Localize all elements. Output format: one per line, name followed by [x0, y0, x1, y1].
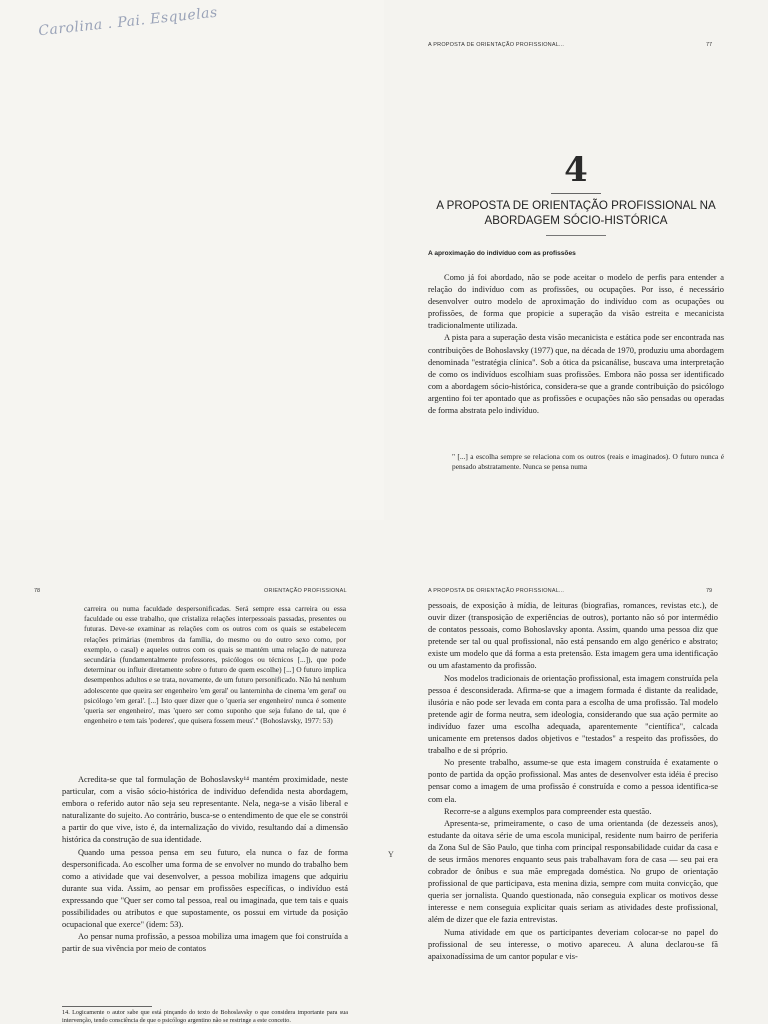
paragraph: Recorre-se a alguns exemplos para compreender esta questão.: [444, 806, 652, 816]
quote-text: carreira ou numa faculdade despersonificadas. Será sempre essa carreira ou essa faculdade ou esse trabalho, que cristaliza relações interpessoais passadas, presentes ou futuras. Deve-se examinar as relações com os outros com os quais se estabelecem relações primárias (membros da família, do mesmo ou do outro sexo como, por exemplo, o casal) e aqueles outros com os quais se mantém uma relação de natureza secundária (fundamentalmente professores, psicólogos ou técnicos [...]), que pode determinar ou influir diretamente sobre o futuro de quem escolhe) [...] O futuro implica desempenhos adultos e se trata, novamente, de um futuro personificado. Não há nenhum adolescente que queira ser engenheiro 'em geral' ou lanterninha de cinema 'em geral' ou psicólogo 'em geral'. [...] Isto quer dizer que o 'queria ser engenheiro' nunca é somente 'queria ser engenheiro', mas 'quero ser como suponho que seja fulano de tal, que é engenheiro e tem tais 'poderes', que quisera fossem meus'." (Bohoslavsky, 1977: 53): [84, 604, 346, 726]
paragraph: Ao pensar numa profissão, a pessoa mobiliza uma imagem que foi construída a partir de sua vivência por meio de contatos: [62, 932, 348, 954]
section-heading: A aproximação do indivíduo com as profissões: [428, 250, 576, 257]
footnote: 14. Logicamente o autor sabe que está pinçando do texto de Bohoslavsky o que considera importante para sua intervenção, tendo consciência de que o psicólogo argentino não se restringe a este conceito.: [62, 1009, 348, 1024]
page-79: [384, 520, 768, 1024]
paragraph: pessoais, de exposição à mídia, de leituras (biografias, romances, revistas etc.), de ouvir dizer (transposição de experiências de outros), portanto não só por intermédio de contatos pessoais, como Bohoslavsky aponta. Assim, quando uma pessoa diz que pretende ser tal ou qual profissional, não está pensando em algo genérico e abstrato; existe um modelo que dá forma a esta pretensão. Esta imagem gera uma identificação ou um afastamento da profissão.: [428, 601, 718, 671]
body-text: [428, 600, 718, 963]
handwritten-note: Carolina . Pai. Esquelas: [37, 4, 219, 40]
chapter-title: A PROPOSTA DE ORIENTAÇÃO PROFISSIONAL NA ABORDAGEM SÓCIO-HISTÓRICA: [436, 199, 716, 227]
page-78: [0, 520, 384, 1024]
paragraph: A pista para a superação desta visão mecanicista e estática pode ser encontrada nas contribuições de Bohoslavsky (1977) que, na década de 1970, produziu uma abordagem denominada "estratégia clínica". Sob a ótica da psicanálise, buscava uma interpretação de como os indivíduos escolhiam suas profissões. Embora não possa ser identificado com a abordagem sócio-histórica, considera-se que a grande contribuição do psicólogo argentino foi ter apontado que as profissões e ocupações não são pensadas ou operadas de forma abstrata pelo indivíduo.: [428, 333, 724, 416]
chapter-number: 4: [564, 150, 588, 190]
body-text: [428, 272, 724, 417]
block-quote: [84, 604, 346, 726]
paragraph: Nos modelos tradicionais de orientação profissional, esta imagem construída pela pessoa é desconsiderada. Afirma-se que a imagem formada é distante da realidade, ilusória e não pode ser levada em conta para a escolha de uma profissão. Tal modelo pretende agir de forma neutra, sem ideologia, considerando que sua ação permite ao indivíduo fazer uma escolha adequada, aparentemente "científica", calcada unicamente em pretensos dados objetivos e "testados" a respeito das profissões, do trabalho e de si próprio.: [428, 673, 718, 756]
paragraph: Como já foi abordado, não se pode aceitar o modelo de perfis para entender a relação do indivíduo com as profissões, ou ocupações. Por isso, é necessário desenvolver outro modelo de aproximação do indivíduo com as ocupações ou profissões, de forma que propicie a superação da visão estreita e mecanicista tradicionalmente utilizada.: [428, 273, 724, 331]
running-head: ORIENTAÇÃO PROFISSIONAL: [264, 588, 347, 594]
block-quote: [452, 452, 724, 472]
footnote-rule: [62, 1006, 152, 1007]
page-number: 79: [706, 588, 713, 594]
page-number: 77: [706, 42, 713, 48]
running-head: A PROPOSTA DE ORIENTAÇÃO PROFISSIONAL...: [428, 42, 565, 48]
page-blank-verso: [0, 0, 384, 520]
page-number: 78: [34, 588, 41, 594]
paragraph: Apresenta-se, primeiramente, o caso de uma orientanda (de dezesseis anos), estudante da oitava série de uma escola municipal, residente num bairro de periferia da Zona Sul de São Paulo, que tinha com principal responsabilidade cuidar da casa e de seus irmãos menores enquanto seus pais trabalhavam fora de casa — seu pai era cobrador de ônibus e sua mãe empregada doméstica. No grupo de orientação profissional de que participava, esta menina dizia, sempre com muita convicção, que queria ser jornalista. Quando questionada, não conseguia explicar os motivos desse interesse e nem conseguia explicitar quais seriam as atividades deste profissional, além de dizer que ele fazia entrevistas.: [428, 818, 718, 925]
paragraph: No presente trabalho, assume-se que esta imagem construída é exatamente o ponto de partida da opção profissional. Mas antes de desenvolver esta idéia é preciso pensar como a imagem de uma profissão é construída e como a pessoa identifica-se com ela.: [428, 758, 718, 804]
page-77: [384, 0, 768, 520]
running-head: A PROPOSTA DE ORIENTAÇÃO PROFISSIONAL...: [428, 588, 565, 594]
title-rule: [546, 235, 606, 236]
paragraph: Numa atividade em que os participantes deveriam colocar-se no papel do profissional de seu interesse, o motivo apareceu. A aluna declarou-se fã apaixonadíssima de um cantor popular e vis-: [428, 927, 718, 961]
gutter-mark: Y: [388, 850, 394, 859]
paragraph: Acredita-se que tal formulação de Bohoslavsky¹⁴ mantém proximidade, neste particular, com a visão sócio-histórica de indivíduo defendida nesta abordagem, embora o referido autor não seja seu representante. Nela, nega-se a visão liberal e naturalizante do sujeito. Ao contrário, busca-se o entendimento de que ele se constrói a partir do que vive, isto é, da internalização do vivido, resultando daí a dimensão histórica da construção de sua identidade.: [62, 775, 348, 845]
chapter-number-rule: [551, 193, 601, 194]
quote-text: " [...] a escolha sempre se relaciona com os outros (reais e imaginados). O futuro nunca é pensado abstratamente. Nunca se pensa numa: [452, 452, 724, 472]
body-text: [62, 774, 348, 955]
paragraph: Quando uma pessoa pensa em seu futuro, ela nunca o faz de forma despersonificada. Ao escolher uma forma de se envolver no mundo do trabalho bem como a atividade que vai desenvolver, a pessoa mobiliza imagens que adquiriu durante sua vida. Assim, ao pensar em profissões específicas, o indivíduo está expressando que "Quer ser como tal pessoa, real ou imaginada, que tem tais e quais possibilidades ou atributos e que supostamente, os possui em virtude da posição ocupacional que exerce" (idem: 53).: [62, 847, 348, 930]
